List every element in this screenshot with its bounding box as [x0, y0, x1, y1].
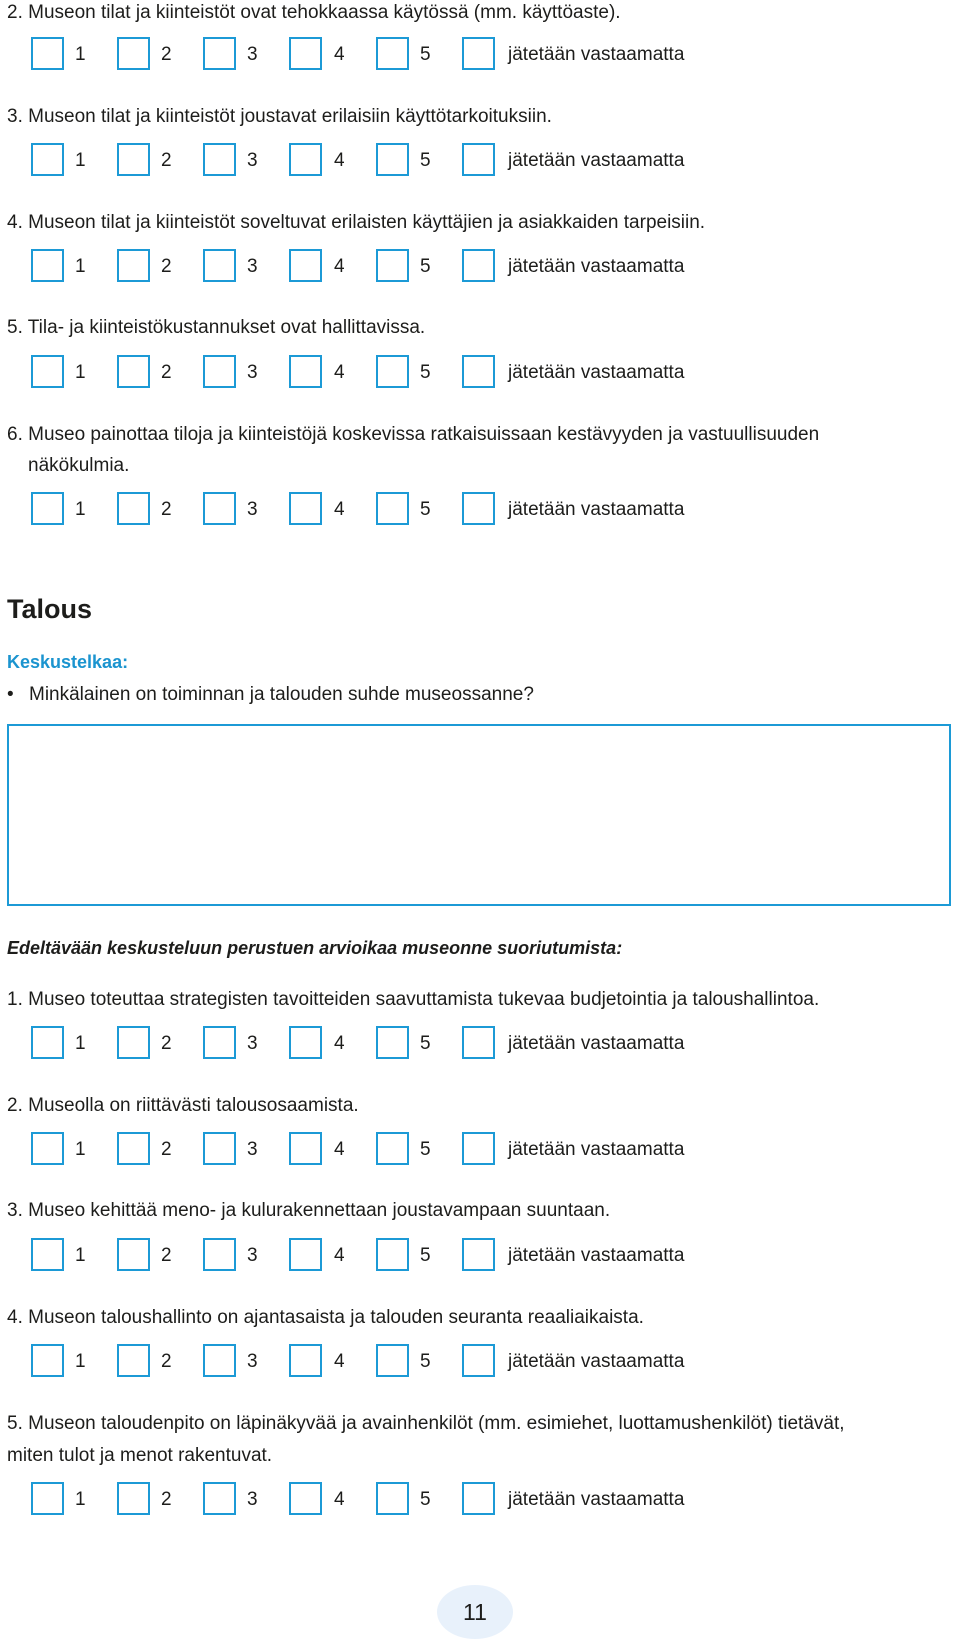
rating-checkbox-5[interactable] [376, 492, 409, 525]
skip-label: jätetään vastaamatta [508, 1033, 685, 1054]
rating-checkbox-3[interactable] [203, 355, 236, 388]
rating-label-5: 5 [420, 256, 431, 277]
rating-label-2: 2 [161, 499, 172, 520]
rating-label-1: 1 [75, 256, 86, 277]
rating-label-1: 1 [75, 1489, 86, 1510]
rating-checkbox-1[interactable] [31, 1132, 64, 1165]
rating-checkbox-1[interactable] [31, 249, 64, 282]
rating-label-3: 3 [247, 1489, 258, 1510]
rating-label-2: 2 [161, 150, 172, 171]
skip-label: jätetään vastaamatta [508, 1489, 685, 1510]
rating-checkbox-2[interactable] [117, 1132, 150, 1165]
skip-checkbox[interactable] [462, 37, 495, 70]
skip-label: jätetään vastaamatta [508, 1245, 685, 1266]
rating-checkbox-5[interactable] [376, 1482, 409, 1515]
rating-label-4: 4 [334, 499, 345, 520]
rating-checkbox-5[interactable] [376, 249, 409, 282]
rating-checkbox-5[interactable] [376, 37, 409, 70]
skip-checkbox[interactable] [462, 355, 495, 388]
rating-label-4: 4 [334, 256, 345, 277]
rating-label-1: 1 [75, 44, 86, 65]
question-text-continued: näkökulmia. [28, 455, 130, 476]
rating-checkbox-4[interactable] [289, 1132, 322, 1165]
rating-label-1: 1 [75, 362, 86, 383]
skip-checkbox[interactable] [462, 249, 495, 282]
rating-checkbox-1[interactable] [31, 37, 64, 70]
rating-label-5: 5 [420, 1351, 431, 1372]
rating-label-4: 4 [334, 150, 345, 171]
rating-label-5: 5 [420, 1245, 431, 1266]
rating-checkbox-2[interactable] [117, 143, 150, 176]
skip-label: jätetään vastaamatta [508, 44, 685, 65]
rating-label-3: 3 [247, 256, 258, 277]
rating-row [31, 1132, 731, 1168]
rating-checkbox-3[interactable] [203, 1026, 236, 1059]
question-text: 2. Museolla on riittävästi talousosaamista. [7, 1095, 359, 1116]
rating-checkbox-3[interactable] [203, 1344, 236, 1377]
rating-instruction: Edeltävään keskusteluun perustuen arvioikaa museonne suoriutumista: [7, 938, 623, 958]
rating-row [31, 1026, 731, 1062]
skip-checkbox[interactable] [462, 1132, 495, 1165]
rating-row [31, 492, 731, 528]
rating-label-3: 3 [247, 499, 258, 520]
rating-checkbox-5[interactable] [376, 355, 409, 388]
rating-label-1: 1 [75, 1139, 86, 1160]
rating-checkbox-3[interactable] [203, 37, 236, 70]
rating-label-4: 4 [334, 1033, 345, 1054]
rating-label-2: 2 [161, 44, 172, 65]
skip-checkbox[interactable] [462, 143, 495, 176]
rating-checkbox-4[interactable] [289, 249, 322, 282]
rating-checkbox-3[interactable] [203, 143, 236, 176]
rating-label-2: 2 [161, 1489, 172, 1510]
rating-label-1: 1 [75, 150, 86, 171]
question-text: 2. Museon tilat ja kiinteistöt ovat tehokkaassa käytössä (mm. käyttöaste). [7, 2, 621, 23]
rating-label-5: 5 [420, 150, 431, 171]
section-title: Talous [7, 594, 93, 624]
question-text: 4. Museon taloushallinto on ajantasaista ja talouden seuranta reaaliaikaista. [7, 1307, 644, 1328]
discussion-bullet [7, 680, 534, 710]
rating-checkbox-1[interactable] [31, 1482, 64, 1515]
skip-checkbox[interactable] [462, 1482, 495, 1515]
rating-label-5: 5 [420, 499, 431, 520]
rating-label-4: 4 [334, 1245, 345, 1266]
rating-row [31, 37, 731, 73]
question-text: 4. Museon tilat ja kiinteistöt soveltuvat erilaisten käyttäjien ja asiakkaiden tarpeisiin. [7, 212, 706, 233]
question-text: 3. Museo kehittää meno- ja kulurakennettaan joustavampaan suuntaan. [7, 1200, 611, 1221]
rating-checkbox-2[interactable] [117, 1482, 150, 1515]
rating-checkbox-4[interactable] [289, 143, 322, 176]
rating-label-3: 3 [247, 1351, 258, 1372]
rating-row [31, 1238, 731, 1274]
rating-label-3: 3 [247, 150, 258, 171]
skip-label: jätetään vastaamatta [508, 499, 685, 520]
rating-label-4: 4 [334, 1139, 345, 1160]
rating-checkbox-2[interactable] [117, 1238, 150, 1271]
rating-checkbox-3[interactable] [203, 1482, 236, 1515]
rating-checkbox-2[interactable] [117, 249, 150, 282]
rating-checkbox-2[interactable] [117, 355, 150, 388]
rating-label-5: 5 [420, 1489, 431, 1510]
rating-label-4: 4 [334, 44, 345, 65]
rating-row [31, 355, 731, 391]
rating-label-1: 1 [75, 499, 86, 520]
page-number: 11 [437, 1585, 513, 1639]
rating-checkbox-5[interactable] [376, 1026, 409, 1059]
rating-label-4: 4 [334, 1351, 345, 1372]
skip-checkbox[interactable] [462, 1026, 495, 1059]
rating-checkbox-5[interactable] [376, 143, 409, 176]
rating-checkbox-4[interactable] [289, 37, 322, 70]
rating-label-2: 2 [161, 1245, 172, 1266]
question-text: 5. Tila- ja kiinteistökustannukset ovat hallittavissa. [7, 317, 426, 338]
question-text-continued: miten tulot ja menot rakentuvat. [7, 1445, 273, 1466]
rating-label-1: 1 [75, 1033, 86, 1054]
rating-checkbox-1[interactable] [31, 1238, 64, 1271]
rating-label-3: 3 [247, 44, 258, 65]
rating-label-1: 1 [75, 1245, 86, 1266]
rating-label-2: 2 [161, 1139, 172, 1160]
rating-label-2: 2 [161, 256, 172, 277]
rating-checkbox-3[interactable] [203, 1238, 236, 1271]
rating-row [31, 1482, 731, 1518]
rating-checkbox-1[interactable] [31, 143, 64, 176]
rating-checkbox-2[interactable] [117, 1344, 150, 1377]
skip-checkbox[interactable] [462, 1344, 495, 1377]
answer-textbox[interactable] [7, 724, 951, 906]
skip-checkbox[interactable] [462, 1238, 495, 1271]
rating-label-1: 1 [75, 1351, 86, 1372]
skip-label: jätetään vastaamatta [508, 150, 685, 171]
rating-checkbox-4[interactable] [289, 492, 322, 525]
rating-checkbox-2[interactable] [117, 1026, 150, 1059]
rating-checkbox-1[interactable] [31, 1344, 64, 1377]
rating-checkbox-4[interactable] [289, 1026, 322, 1059]
question-text: 3. Museon tilat ja kiinteistöt joustavat erilaisiin käyttötarkoituksiin. [7, 106, 552, 127]
rating-label-3: 3 [247, 362, 258, 383]
rating-label-2: 2 [161, 1351, 172, 1372]
bullet-icon: • [7, 684, 14, 705]
skip-label: jätetään vastaamatta [508, 1139, 685, 1160]
rating-checkbox-1[interactable] [31, 355, 64, 388]
rating-row [31, 143, 731, 179]
rating-checkbox-4[interactable] [289, 1344, 322, 1377]
question-text: 6. Museo painottaa tiloja ja kiinteistöjä koskevissa ratkaisuissaan kestävyyden ja vastuullisuuden [7, 424, 820, 445]
rating-checkbox-5[interactable] [376, 1238, 409, 1271]
rating-label-2: 2 [161, 362, 172, 383]
rating-label-3: 3 [247, 1245, 258, 1266]
skip-label: jätetään vastaamatta [508, 362, 685, 383]
rating-checkbox-3[interactable] [203, 249, 236, 282]
question-text: 1. Museo toteuttaa strategisten tavoitteiden saavuttamista tukevaa budjetointia ja taloushallintoa. [7, 989, 820, 1010]
rating-checkbox-1[interactable] [31, 1026, 64, 1059]
rating-checkbox-2[interactable] [117, 37, 150, 70]
bullet-text: Minkälainen on toiminnan ja talouden suhde museossanne? [29, 684, 534, 705]
rating-label-5: 5 [420, 1033, 431, 1054]
rating-checkbox-3[interactable] [203, 1132, 236, 1165]
rating-checkbox-1[interactable] [31, 492, 64, 525]
skip-label: jätetään vastaamatta [508, 256, 685, 277]
discuss-label: Keskustelkaa: [7, 652, 129, 672]
rating-label-5: 5 [420, 362, 431, 383]
question-text: 5. Museon taloudenpito on läpinäkyvää ja avainhenkilöt (mm. esimiehet, luottamushenkilöt) tietävät, [7, 1413, 845, 1434]
skip-checkbox[interactable] [462, 492, 495, 525]
rating-label-5: 5 [420, 1139, 431, 1160]
rating-checkbox-2[interactable] [117, 492, 150, 525]
rating-label-3: 3 [247, 1033, 258, 1054]
rating-checkbox-4[interactable] [289, 1482, 322, 1515]
rating-label-5: 5 [420, 44, 431, 65]
rating-checkbox-5[interactable] [376, 1344, 409, 1377]
rating-row [31, 1344, 731, 1380]
rating-checkbox-3[interactable] [203, 492, 236, 525]
rating-label-2: 2 [161, 1033, 172, 1054]
rating-checkbox-4[interactable] [289, 1238, 322, 1271]
rating-checkbox-5[interactable] [376, 1132, 409, 1165]
rating-row [31, 249, 731, 285]
skip-label: jätetään vastaamatta [508, 1351, 685, 1372]
rating-label-3: 3 [247, 1139, 258, 1160]
rating-label-4: 4 [334, 1489, 345, 1510]
rating-label-4: 4 [334, 362, 345, 383]
rating-checkbox-4[interactable] [289, 355, 322, 388]
